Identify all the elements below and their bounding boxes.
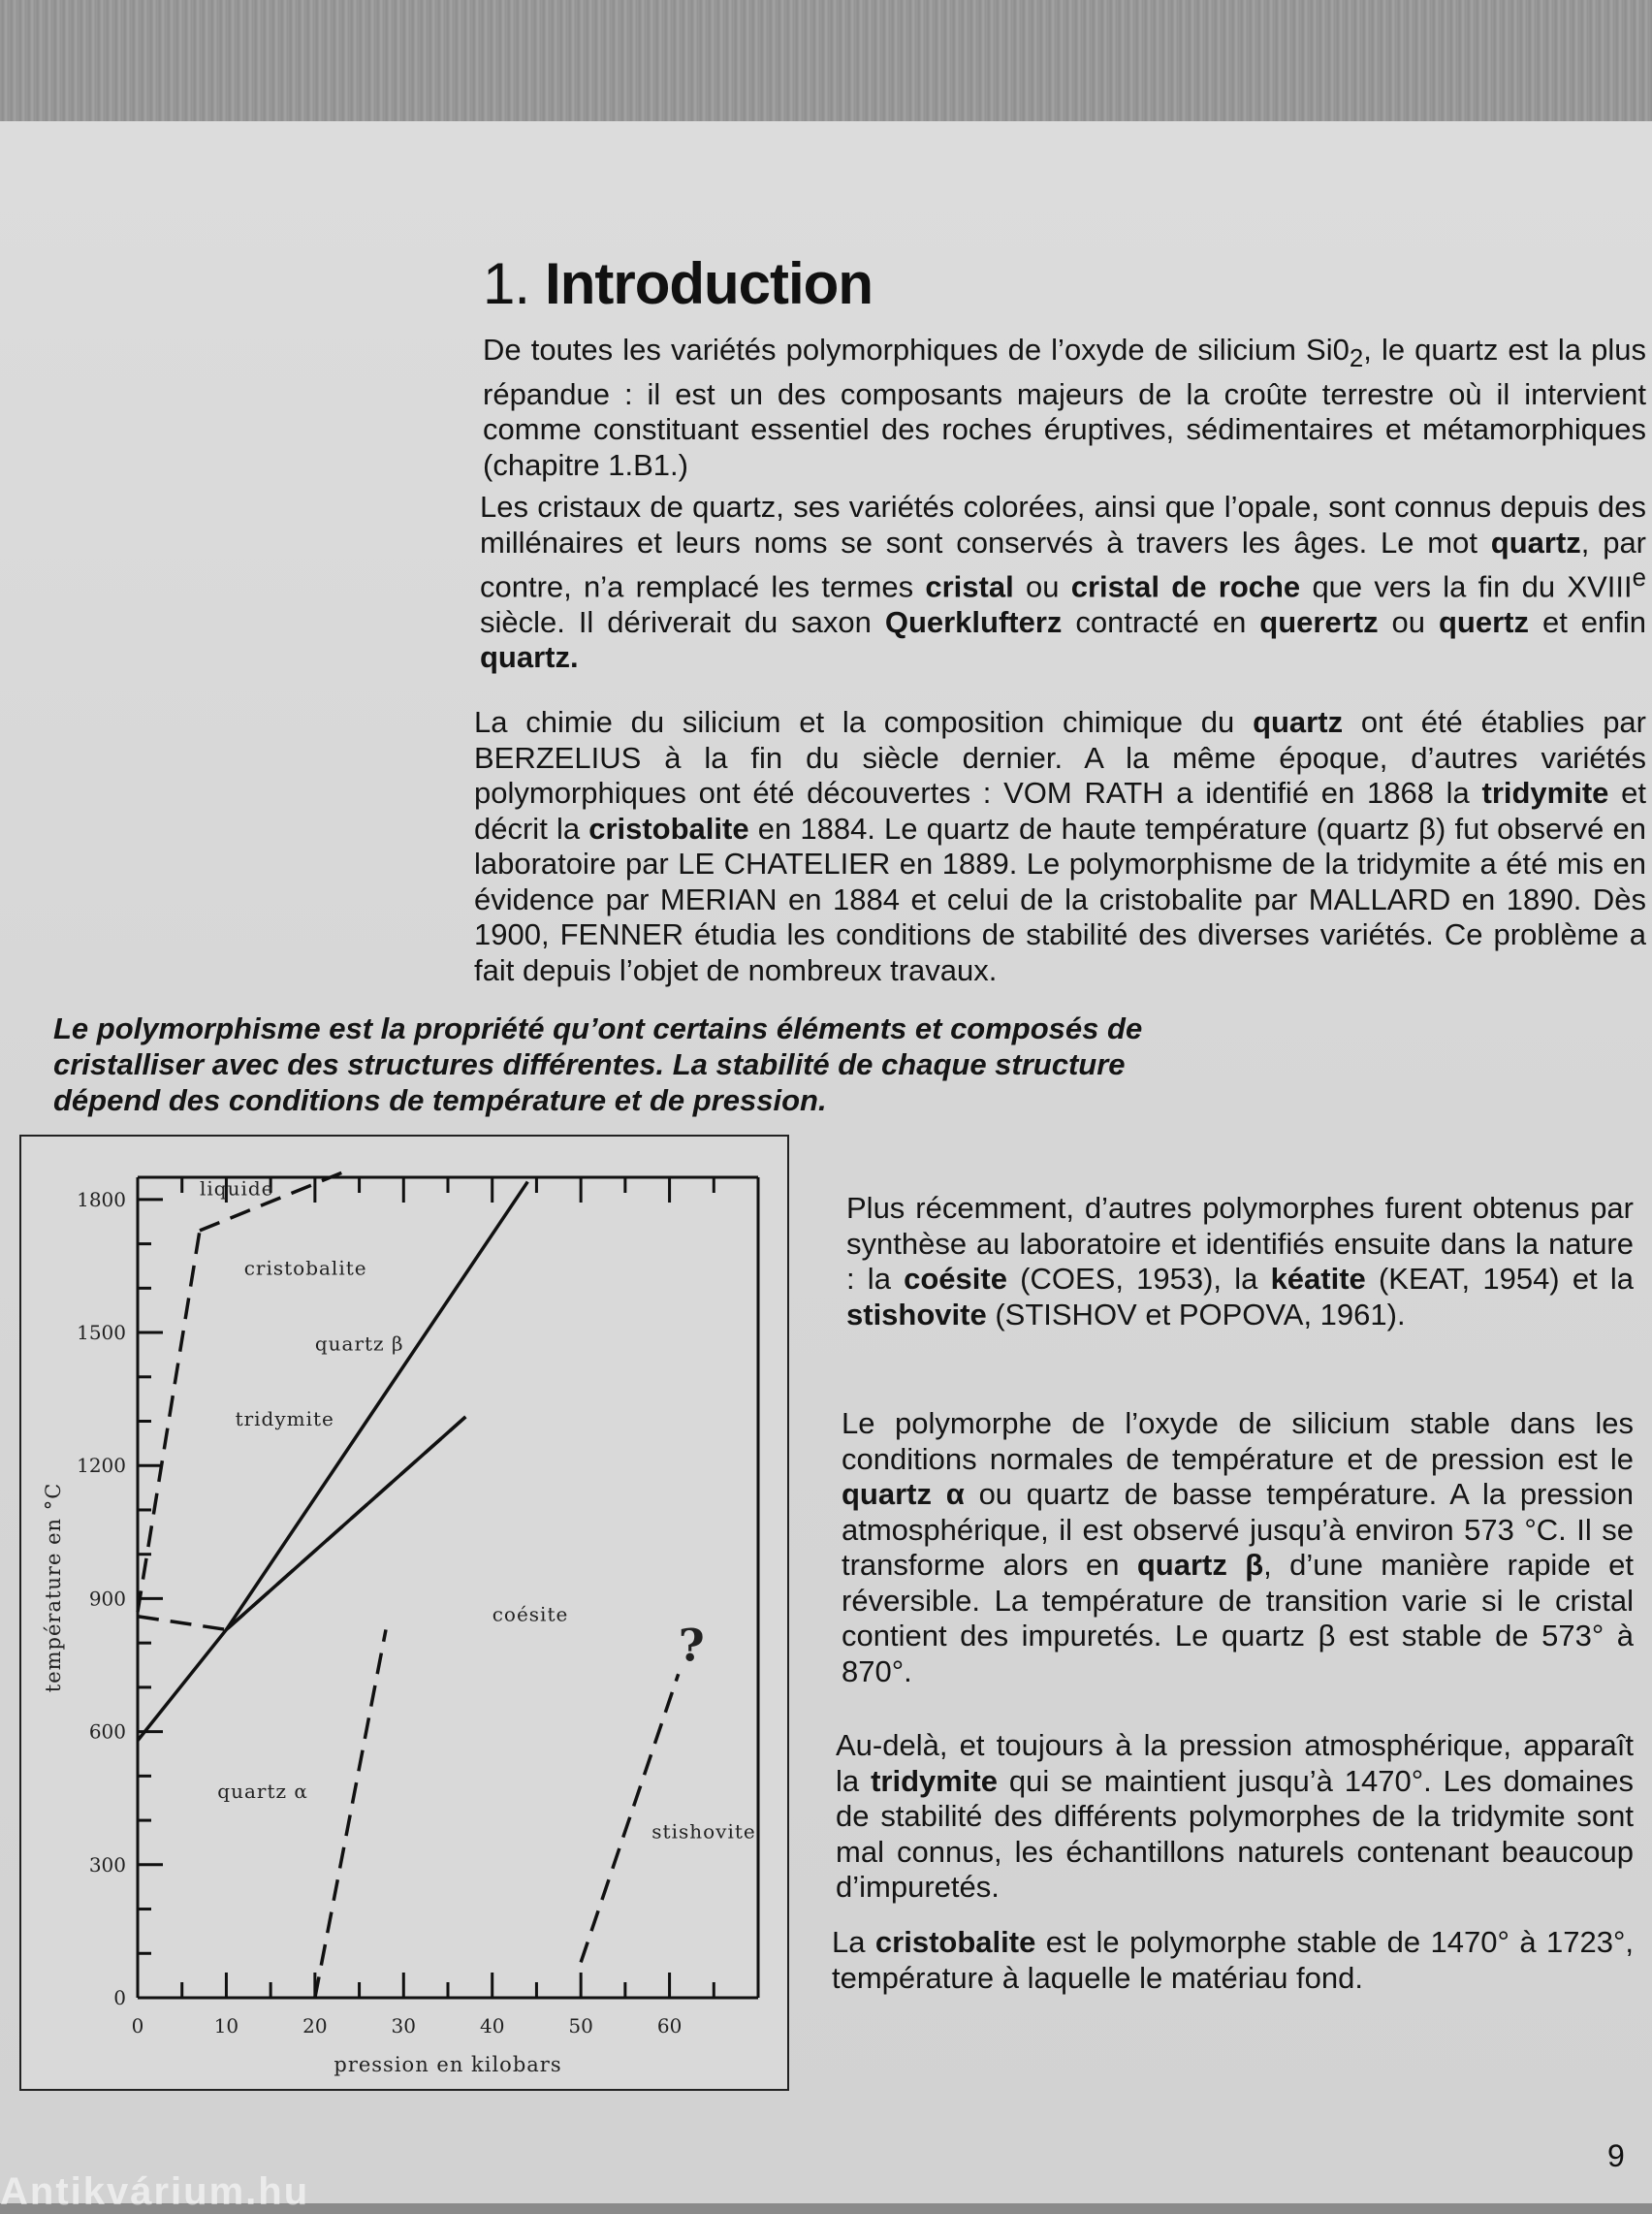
bold-term: cristal de roche: [1070, 569, 1301, 604]
text-run: (STISHOV et POPOVA, 1961).: [986, 1297, 1406, 1332]
bold-term: cristobalite: [874, 1925, 1036, 1959]
text-run: siècle. Il dériverait du saxon: [480, 604, 885, 639]
bold-term: coésite: [904, 1262, 1007, 1296]
text-run: ont été établies par BERZELIUS à la fin du siècle dernier. A la même époque, d’autres variétés polymorphiques ont été découvertes : VOM RATH a identifié en 1868 la: [474, 705, 1647, 810]
text-run: De toutes les variétés polymorphiques de l’oxyde de silicium Si0: [483, 333, 1350, 367]
y-axis-label: température en °C: [42, 1482, 65, 1693]
text-run: , par contre, n’a remplacé les termes: [480, 525, 1647, 604]
phase-diagram: [19, 1135, 789, 2091]
text-run: , d’une manière rapide et réversible. La température de transition varie si le cristal contient des impuretés. Le quartz β est stable de 573° à 870°.: [842, 1548, 1634, 1688]
paragraph-etymology: [480, 490, 1646, 676]
y-tick-label: 600: [88, 1719, 126, 1744]
x-tick-label: 60: [656, 2014, 683, 2038]
text-run: qui se maintient jusqu’à 1470°. Les domaines de stabilité des différents polymorphes de la tridymite sont mal connus, les échantillons naturels contenant beaucoup d’impuretés.: [836, 1763, 1634, 1904]
bold-term: tridymite: [871, 1763, 998, 1798]
text-run: 2: [1349, 345, 1364, 373]
bold-term: Querklufterz: [884, 604, 1063, 639]
phase-region-label: stishovite: [651, 1819, 756, 1844]
text-run: contracté en: [1062, 604, 1260, 639]
text-run: (COES, 1953), la: [1006, 1262, 1271, 1296]
section-title: Introduction: [545, 251, 873, 316]
x-tick-label: 0: [131, 2014, 144, 2038]
bold-term: quartz.: [480, 640, 579, 675]
text-run: La chimie du silicium et la composition chimique du: [474, 705, 1254, 739]
paragraph-cristobalite: [832, 1925, 1634, 1996]
text-run: ou: [1378, 604, 1439, 639]
phase-boundary-line: [138, 1617, 226, 1630]
page-number: 9: [1607, 2138, 1625, 2173]
phase-region-label: cristobalite: [243, 1256, 367, 1280]
bold-term: tridymite: [1481, 776, 1609, 810]
bold-term: cristal: [925, 569, 1014, 604]
phase-boundary-line: [315, 1629, 386, 1998]
bold-term: quartz α: [842, 1477, 965, 1511]
text-run: Les cristaux de quartz, ses variétés colorées, ainsi que l’opale, sont connus depuis des millénaires et leurs noms se sont conservés à travers les âges. Le mot: [480, 490, 1646, 560]
bold-term: quartz: [1490, 525, 1581, 560]
paragraph-intro: [483, 333, 1646, 483]
x-tick-label: 30: [391, 2014, 417, 2038]
text-run: en 1884. Le quartz de haute température (quartz β) fut observé en laboratoire par LE CHATELIER en 1889. Le polymorphisme de la tridymite a été mis en évidence par MERIAN en 1884 et celui de la cristobalite par MALLARD en 1890. Dès 1900, FENNER étudia les conditions de stabilité des diverses variétés. Ce problème a fait depuis l’objet de nombreux travaux.: [474, 811, 1646, 987]
section-number: 1.: [483, 251, 530, 316]
x-tick-label: 40: [479, 2014, 505, 2038]
text-run: Plus récemment, d’autres polymorphes furent obtenus par synthèse au laboratoire et identifiés ensuite dans la nature : la: [846, 1191, 1634, 1296]
text-run: que vers la fin du XVIII: [1300, 569, 1633, 604]
text-run: , le quartz est la plus répandue : il est un des composants majeurs de la croûte terrestre où il intervient comme constituant essentiel des roches éruptives, sédimentaires et métamorphiques (chapitre 1.B1.): [483, 333, 1646, 482]
y-tick-label: 1200: [77, 1454, 126, 1478]
phase-boundary-line: [581, 1674, 679, 1962]
y-tick-label: 1800: [77, 1187, 126, 1211]
text-run: e: [1632, 564, 1646, 592]
x-axis-label: pression en kilobars: [334, 2053, 562, 2076]
phase-region-label: quartz β: [314, 1332, 404, 1356]
phase-region-label: tridymite: [235, 1407, 334, 1431]
bold-term: querertz: [1259, 604, 1379, 639]
text-run: est le polymorphe stable de 1470° à 1723°, température à laquelle le matériau fond.: [832, 1925, 1634, 1995]
watermark-logo: Antikvárium.hu: [0, 2170, 310, 2213]
bold-term: kéatite: [1270, 1262, 1366, 1296]
definition-callout: Le polymorphisme est la propriété qu’ont certains éléments et composés de cristalliser avec des structures différentes. La stabilité de chaque structure dépend des conditions de température et de pression.: [53, 1011, 1143, 1117]
phase-region-label: ?: [678, 1619, 706, 1672]
y-tick-label: 1500: [77, 1321, 126, 1345]
paragraph-recent-polymorphs: [846, 1191, 1634, 1332]
phase-boundary-line: [226, 1182, 527, 1630]
x-tick-label: 10: [213, 2014, 239, 2038]
paragraph-history: [474, 705, 1646, 988]
phase-diagram-svg: [21, 1137, 791, 2093]
bold-term: stishovite: [846, 1297, 987, 1332]
phase-boundary-line: [138, 1417, 465, 1741]
text-run: et enfin: [1529, 604, 1646, 639]
phase-region-label: coésite: [492, 1602, 569, 1626]
y-tick-label: 900: [88, 1587, 126, 1611]
text-run: Le polymorphe de l’oxyde de silicium stable dans les conditions normales de température et de pression est le: [842, 1406, 1634, 1476]
phase-region-label: liquide: [200, 1176, 274, 1201]
page-background-top: [0, 0, 1652, 121]
page-title: [483, 250, 873, 317]
x-tick-label: 50: [568, 2014, 593, 2038]
x-tick-label: 20: [302, 2014, 328, 2038]
y-tick-label: 0: [113, 1986, 126, 2009]
bold-term: quartz: [1253, 705, 1344, 739]
text-run: La: [832, 1925, 875, 1959]
bold-term: quartz β: [1136, 1548, 1264, 1582]
paragraph-quartz-alpha: [842, 1406, 1634, 1689]
y-tick-label: 300: [88, 1852, 126, 1877]
paragraph-tridymite: [836, 1728, 1634, 1906]
text-run: Au-delà, et toujours à la pression atmosphérique, apparaît la: [836, 1728, 1634, 1798]
text-run: (KEAT, 1954) et la: [1365, 1262, 1634, 1296]
text-run: et décrit la: [474, 776, 1646, 846]
text-run: ou: [1013, 569, 1071, 604]
text-run: ou quartz de basse température. A la pression atmosphérique, il est observé jusqu’à environ 573 °C. Il se transforme alors en: [842, 1477, 1634, 1582]
bold-term: cristobalite: [588, 811, 749, 846]
bold-term: quertz: [1439, 604, 1529, 639]
phase-region-label: quartz α: [217, 1780, 308, 1804]
